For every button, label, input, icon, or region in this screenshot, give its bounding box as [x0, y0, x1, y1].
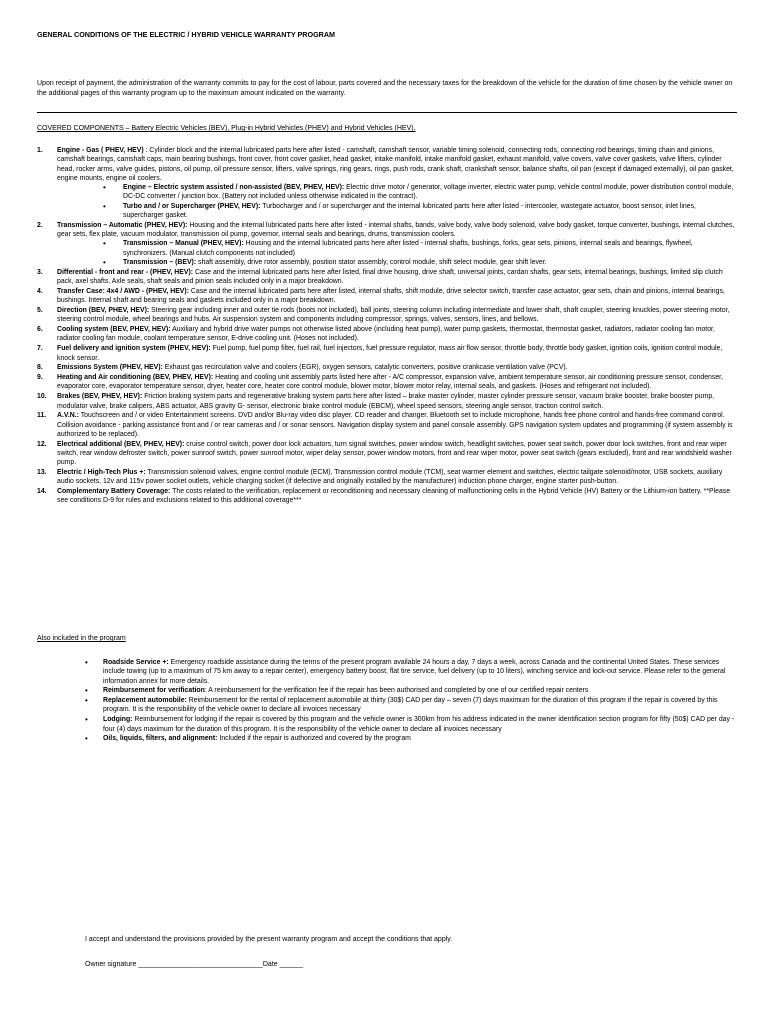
included-item	[85, 686, 735, 695]
item-label: Differential - front and rear - (PHEV, HEV):	[57, 268, 194, 276]
sub-component-item	[103, 258, 737, 267]
item-text: Case and the internal lubricated parts here after listed, internal shafts, shift module, drive selector switch, transfer case actuator, gear sets, chain and pinions, internal bearings, bushings. Internal shaft and bearing seals and gaskets included only in a major breakdown.	[57, 287, 725, 305]
included-item-text: Reimbursement for lodging if the repair is covered by this program and the vehicle owner is 300km from his address indicated in the owner identification section program for fifty (50$) CAD per day -four (4) days maximum for the duration of this program. It is the responsibility of the vehicle owner to declare all invoices necessary	[103, 716, 735, 733]
item-number: 4.	[37, 287, 43, 295]
item-number: 11.	[37, 412, 47, 420]
item-text: Steering gear including inner and outer tie rods (boots not included), ball joints, steering column including intermediate and lower shaft, shaft coupler, steering knuckles, power steering motor, steering control module, wheel bearings and hubs. Air suspension system and components including compressor, springs, valves, sensors, lines, and bellows.	[57, 307, 730, 324]
item-text: The costs related to the verification, replacement or reconditioning and necessary cleaning of malfunctioning cells in the Hybrid Vehicle (HV) Battery or the Lithium-ion battery. **Please see conditions D-9 for rules and exclusions related to this additional coverage***	[57, 488, 731, 505]
included-item	[85, 734, 735, 743]
item-label: Electric / High-Tech Plus +:	[57, 469, 146, 477]
item-text: Heating and cooling unit assembly parts listed here after - A/C compressor, expansion valve, ambient temperature sensor, air conditioning pressure sensor, condenser, evaporator core, evaporator temperature sensor, dryer, heater core, heater core control module, blower motor, blower motor relay, internal seals, and gaskets. (Hoses and refrigerant not included).	[57, 374, 724, 391]
sub-item-text: shaft assembly, drive rotor assembly, position stator assembly, control module, shift select module, gear shift lever.	[196, 259, 547, 267]
item-label: Emissions System (PHEV, HEV):	[57, 364, 163, 372]
item-number: 14.	[37, 488, 47, 496]
also-included-list	[85, 658, 735, 744]
item-number: 3.	[37, 268, 43, 276]
item-text: Touchscreen and / or video Entertainment screens. DVD and/or Blu-ray video disc player. CD reader and changer. Bluetooth set to include microphone, hands free phone control and hands-free command control. Collision avoidance - parking assistance front and / or rear cameras and / or sonar sensors. Navigation display system and panel console assembly. GPS navigation system updates and programming (if system assembly is authorized to be replaced).	[57, 412, 733, 438]
item-number: 13.	[37, 469, 47, 477]
item-text: Housing and the internal lubricated parts here after listed - internal shafts, bands, valve body, valve body solenoid, valve body gasket, torque converter, bushings, internal clutches, gear sets, flex plate, vacuum modulator, transmission oil pump, governor, internal seals and bearings, drums, transmission coolers.	[57, 221, 735, 239]
sub-item-text: Housing and the internal lubricated parts here after listed - internal shafts, bushings, forks, gear sets, pinions, internal seals and bearings, flywheel, synchronizers. (Manual clutch components not included)	[123, 240, 693, 257]
item-text: Auxiliary and hybrid drive water pumps not otherwise listed above (including heat pump), water pump gaskets, thermostat, thermostat gasket, radiators, radiator cooling fan motor, radiator cooling fan module, coolant temperature sensor, E-drive cooling unit. (Hoses not included).	[57, 326, 715, 343]
component-item	[37, 221, 737, 267]
item-label: Fuel delivery and ignition system (PHEV, HEV):	[57, 345, 211, 353]
item-label: Heating and Air conditioning (BEV, PHEV, HEV):	[57, 374, 214, 382]
item-label: Direction (BEV, PHEV, HEV):	[57, 307, 150, 315]
also-included-heading: Also included in the program	[37, 635, 126, 642]
item-label: A.V.N.:	[57, 412, 79, 420]
component-item	[37, 344, 737, 363]
included-item-text: Reimbursement for the rental of replacement automobile at thirty (30$) CAD per day – seven (7) days maximum for the duration of this program if the repair is covered by this program. It is the responsibility of the vehicle owner to declare all invoices necessary	[103, 697, 718, 714]
component-item	[37, 411, 737, 439]
covered-components-list	[37, 146, 737, 506]
item-label: Transfer Case: 4x4 / AWD - (PHEV, HEV):	[57, 287, 189, 295]
sub-item-label: Transmission – Manual (PHEV, HEV):	[123, 240, 244, 248]
item-number: 2.	[37, 221, 43, 229]
sub-item-text: Electric drive motor / generator, voltage inverter, electric water pump, vehicle control module, power distribution control module, DC-DC converter / junction box. (Battery not included unless otherwise indicated in the contract).	[123, 184, 734, 201]
covered-components-heading: COVERED COMPONENTS – Battery Electric Vehicles (BEV), Plug-in Hybrid Vehicles (PHEV) and Hybrid Vehicles (HEV).	[37, 125, 416, 132]
item-label: Cooling system (BEV, PHEV, HEV):	[57, 326, 171, 334]
item-text: Exhaust gas recirculation valve and coolers (EGR), oxygen sensors, catalytic converters, positive crankcase ventilation valve (PCV).	[162, 364, 568, 372]
sub-item-text: Turbocharger and / or supercharger and the internal lubricated parts here after listed - intercooler, wastegate actuator, boost sensor, inlet lines, supercharger gasket.	[123, 202, 696, 220]
included-item	[85, 715, 735, 734]
included-item	[85, 696, 735, 715]
acceptance-statement: I accept and understand the provisions provided by the present warranty program and accept the conditions that apply.	[85, 936, 453, 943]
component-item	[37, 468, 737, 487]
included-item-label: Replacement automobile:	[103, 697, 187, 705]
sub-item-label: Turbo and / or Supercharger (PHEV, HEV):	[123, 202, 261, 210]
included-item-label: Lodging:	[103, 716, 133, 724]
included-item-text: : A reimbursement for the verification fee if the repair has been authorised and completed by one of our certified repair centers	[204, 687, 589, 695]
sub-item-label: Transmission – (BEV):	[123, 259, 197, 267]
included-item-label: Reimbursement for verification	[103, 687, 205, 695]
included-item-label: Roadside Service +:	[103, 659, 169, 666]
item-label: Engine - Gas ( PHEV, HEV)	[57, 147, 144, 154]
component-item	[37, 487, 737, 506]
included-item-text: Included if the repair is authorized and covered by the program	[217, 735, 411, 743]
component-item	[37, 306, 737, 325]
component-item	[37, 287, 737, 306]
included-item	[85, 658, 735, 686]
item-text: : Cylinder block and the internal lubricated parts here after listed - camshaft, camshaft sensor, variable timing solenoid, connecting rods, connecting rod bearings, timing chain and pinions, camshaft bearings, camshaft caps, main bearing bushings, front cover, front cover gasket, head gasket, intake manifold, intake manifold gasket, exhaust manifold, valve covers, valve cover gaskets, valve lifters, cylinder head, rocker arms, valve guides, pistons, oil pump, oil pressure sensor, lifters, valve springs, ring gears, rings, push rods, crank shaft, crankshaft sensor, balance shafts, oil pan (except if damaged externally), oil pan gasket, engine mounts, engine oil coolers.	[57, 147, 734, 182]
component-item	[37, 325, 737, 344]
item-text: Fuel pump, fuel pump filter, fuel rail, fuel injectors, fuel pressure regulator, mass air flow sensor, throttle body, throttle body gasket, ignition coils, ignition control module, knock sensor.	[57, 345, 723, 362]
item-text: cruise control switch, power door lock actuators, turn signal switches, power window switch, headlight switches, power seat switch, power door lock switches, front and rear wiper switch, rear window defroster switch, power sunroof switch, power sunroof motor, wiper delay sensor, power window motors, front and rear wiper motor, power seat switch (gears excluded), front and rear windshield washer pump.	[57, 440, 732, 467]
item-number: 12.	[37, 440, 47, 448]
sub-component-item	[103, 183, 737, 202]
divider	[37, 112, 737, 113]
component-item	[37, 363, 737, 372]
component-item	[37, 146, 737, 220]
item-text: Case and the internal lubricated parts here after listed, final drive housing, drive shaft, universal joints, cardan shafts, gear sets, internal bearings, bushings, limited slip clutch pack, axel shafts. Axle seals, shaft seals and pinion seals included only in a major breakdown.	[57, 268, 723, 286]
item-text: Transmission solenoid valves, engine control module (ECM), Transmission control module (TCM), seat warmer element and switches, electric tailgate solenoid/motor, USB sockets, auxiliary audio sockets, 12v and 115v power socket outlets, vehicle charging socket (if defective and originally installed by the manufacturer) induction phone charger, engine starter push-button.	[57, 469, 723, 486]
item-label: Complementary Battery Coverage:	[57, 488, 171, 496]
item-number: 6.	[37, 326, 43, 334]
sub-component-item	[103, 202, 737, 221]
item-label: Transmission – Automatic (PHEV, HEV):	[57, 221, 188, 229]
included-item-text: Emergency roadside assistance during the terms of the present program available 24 hours a day, 7 days a week, across Canada and the continental United States. These services include towing (up to a maximum of 75 km away to a repair center), emergency battery boost, flat tire service, fuel delivery (up to 10 liters), winching service and lock-out service. Please refer to the general information annex for more details.	[103, 659, 726, 685]
item-number: 5.	[37, 307, 43, 315]
sub-component-item	[103, 239, 737, 258]
component-item	[37, 268, 737, 287]
component-item	[37, 392, 737, 411]
component-item	[37, 373, 737, 392]
sub-component-list	[57, 239, 737, 267]
item-label: Brakes (BEV, PHEV, HEV):	[57, 393, 143, 401]
intro-paragraph: Upon receipt of payment, the administration of the warranty commits to pay for the cost of labour, parts covered and the necessary taxes for the breakdown of the vehicle for the duration of time chosen by the vehicle owner on the additional pages of this warranty program up to the maximum amount indicated on the warranty.	[37, 80, 733, 97]
item-number: 7.	[37, 345, 43, 353]
item-text: Friction braking system parts and regenerative braking system parts here after listed – brake master cylinder, master cylinder pressure sensor, vacuum brake booster, brake booster pump, modulator valve, brake calipers, ABS actuator, ABS gravity G- sensor, electronic brake control module (EBCM), wheel speed sensors, steering angle sensor, traction control switch.	[57, 393, 715, 410]
component-item	[37, 440, 737, 468]
item-label: Electrical additional (BEV, PHEV, HEV):	[57, 440, 185, 448]
item-number: 9.	[37, 374, 43, 382]
sub-item-label: Engine – Electric system assisted / non-assisted (BEV, PHEV, HEV):	[123, 184, 345, 192]
included-item-label: Oils, liquids, filters, and alignment:	[103, 735, 218, 743]
document-title: GENERAL CONDITIONS OF THE ELECTRIC / HYBRID VEHICLE WARRANTY PROGRAM	[37, 30, 336, 39]
item-number: 10.	[37, 393, 47, 401]
item-number: 8.	[37, 364, 43, 372]
owner-signature-line: Owner signature ________________________________Date ______	[85, 961, 303, 968]
item-number: 1.	[37, 147, 43, 154]
sub-component-list	[57, 183, 737, 220]
